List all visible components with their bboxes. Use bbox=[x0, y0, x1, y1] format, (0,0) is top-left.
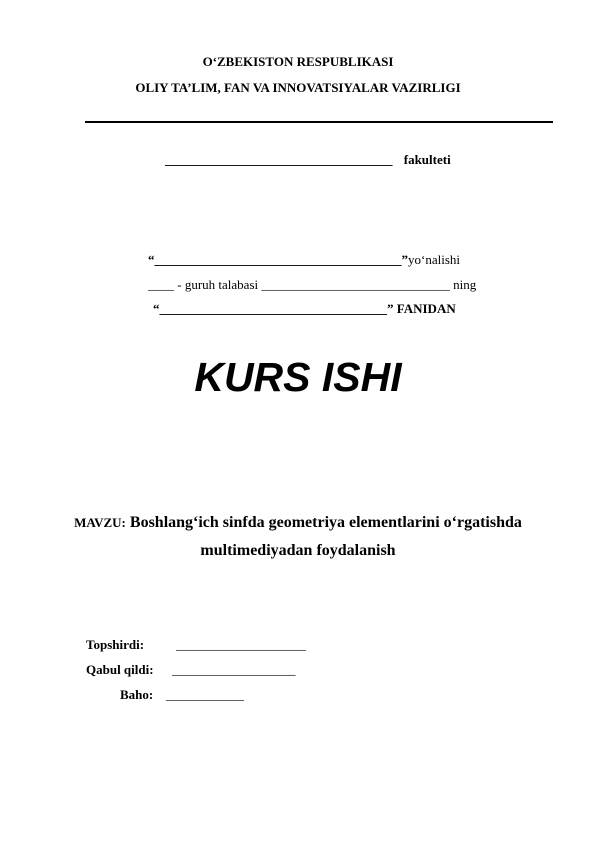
subject-line bbox=[153, 301, 456, 317]
topic-line-1 bbox=[0, 514, 596, 532]
faculty-line bbox=[165, 152, 451, 168]
subject-label: FANIDAN bbox=[393, 301, 456, 316]
topic-text-1: Boshlang‘ich sinfda geometriya elementlarini o‘rgatishda bbox=[129, 514, 522, 531]
grade-blank[interactable]: ____________ bbox=[166, 687, 244, 702]
direction-label: yo‘nalishi bbox=[408, 252, 460, 267]
accepted-label: Qabul qildi: bbox=[86, 662, 154, 677]
topic-text-2: multimediyadan foydalanish bbox=[200, 542, 396, 559]
direction-blank[interactable]: ______________________________________ bbox=[154, 252, 402, 267]
topic-prefix: MAVZU: bbox=[74, 515, 126, 530]
document-title: KURS ISHI bbox=[194, 354, 402, 400]
subject-open-quote: “ bbox=[153, 301, 160, 316]
group-number-blank[interactable]: ____ bbox=[148, 277, 174, 292]
submitted-blank[interactable]: ____________________ bbox=[176, 637, 306, 652]
subject-blank[interactable]: ___________________________________ bbox=[159, 301, 387, 316]
grade-label: Baho: bbox=[120, 687, 154, 702]
grade-row bbox=[120, 687, 244, 703]
faculty-blank[interactable]: ___________________________________ bbox=[165, 152, 393, 167]
group-text: - guruh talabasi bbox=[174, 277, 262, 292]
faculty-label: fakulteti bbox=[403, 152, 451, 167]
submitted-row bbox=[86, 637, 306, 653]
direction-line bbox=[148, 252, 460, 268]
student-name-blank[interactable]: _____________________________ bbox=[261, 277, 450, 292]
submitted-label: Topshirdi: bbox=[86, 637, 145, 652]
ministry-name: OLIY TA’LIM, FAN VA INNOVATSIYALAR VAZIRLIGI bbox=[135, 80, 461, 95]
direction-close-quote: ” bbox=[401, 252, 408, 267]
direction-open-quote: “ bbox=[148, 252, 155, 267]
group-line bbox=[148, 277, 476, 293]
header-divider bbox=[85, 121, 553, 123]
accepted-blank[interactable]: ___________________ bbox=[172, 662, 296, 677]
ministry-country: O‘ZBEKISTON RESPUBLIKASI bbox=[202, 54, 394, 69]
accepted-row bbox=[86, 662, 296, 678]
subject-close-quote: ” bbox=[387, 301, 394, 316]
group-suffix: ning bbox=[449, 277, 477, 292]
